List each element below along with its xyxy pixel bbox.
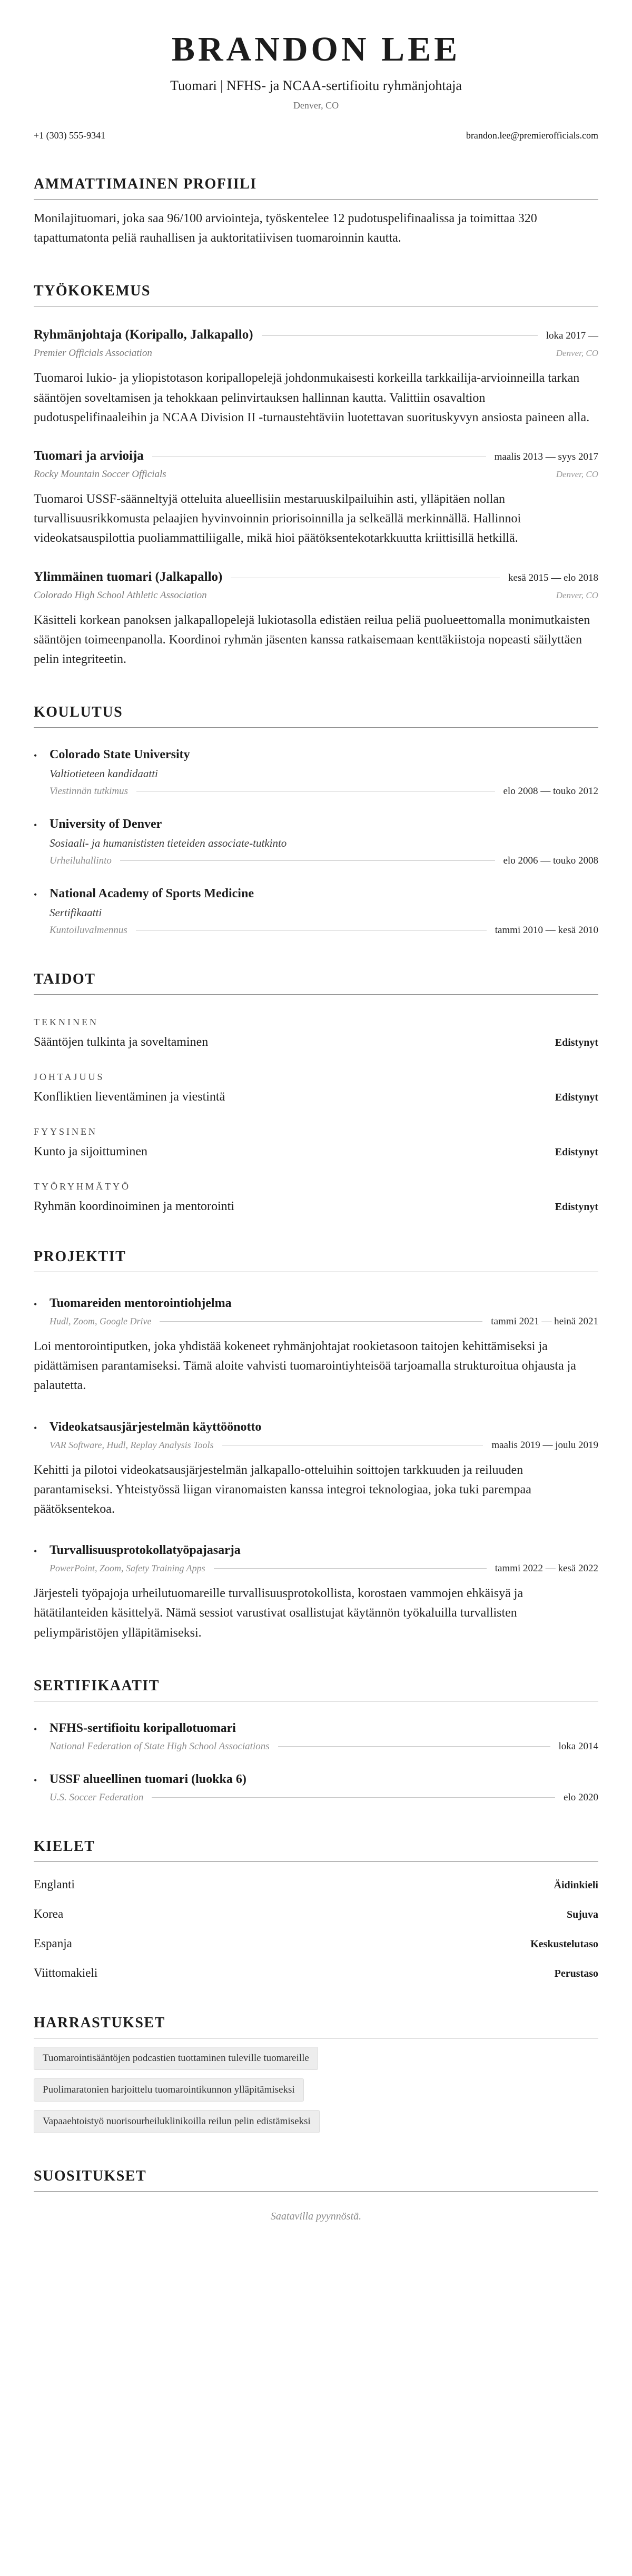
skill-row [34, 1145, 598, 1159]
job-title-row [34, 449, 598, 463]
section-certifications [34, 1678, 598, 1804]
language-level: Keskustelutaso [530, 1938, 598, 1950]
hobby-item [34, 2110, 598, 2133]
project-content [50, 1543, 598, 1574]
education-dates: elo 2008 — touko 2012 [503, 786, 598, 797]
leader-line [262, 335, 538, 336]
candidate-tagline: Tuomari | NFHS- ja NCAA-sertifioitu ryhmänjohtaja [170, 78, 462, 93]
section-title-education: KOULUTUS [34, 704, 598, 728]
certification-entry [34, 1772, 598, 1804]
bullet-icon [34, 1296, 50, 1327]
leader-line [120, 860, 495, 861]
language-name: Korea [34, 1907, 64, 1920]
leader-line [278, 1746, 550, 1747]
job-entry [34, 570, 598, 670]
job-company: Premier Officials Association [34, 348, 152, 359]
certification-date: loka 2014 [558, 1740, 598, 1752]
resume-header [34, 29, 598, 141]
job-company: Colorado High School Athletic Association [34, 589, 207, 601]
education-field-row [50, 786, 598, 797]
bullet-icon [34, 748, 50, 797]
hobby-label: Puolimaratonien harjoittelu tuomarointikunnon ylläpitämiseksi [34, 2078, 304, 2102]
job-description: Tuomaroi lukio- ja yliopistotason koripallopelejä johdonmukaisesti korkeilla tarkkailija-arvioinneilla tarkan sääntöjen soveltamisen ja tehokkaan pelinvirtauksen hallinnan kautta. Valittiin osavaltion pudotuspelifinaaleihin ja NCAA Division II -turnaustehtäviin luotettavan suorituskyvyn ansiosta paineen alla. [34, 371, 590, 424]
language-row [34, 1907, 598, 1921]
project-tools: Hudl, Zoom, Google Drive [50, 1316, 152, 1327]
project-name: Videokatsausjärjestelmän käyttöönotto [50, 1420, 262, 1434]
bullet-icon [34, 1772, 50, 1804]
job-dates: kesä 2015 — elo 2018 [508, 572, 598, 583]
language-name: Englanti [34, 1877, 75, 1891]
education-entry [34, 887, 598, 936]
skill-name: Sääntöjen tulkinta ja soveltaminen [34, 1035, 209, 1049]
section-references [34, 2168, 598, 2223]
section-title-languages: KIELET [34, 1838, 598, 1862]
job-entry [34, 449, 598, 549]
language-level: Sujuva [566, 1908, 598, 1920]
job-description: Käsitteli korkean panoksen jalkapallopelejä lukiotasolla edistäen reilua peliä puolueettomalla monimutkaisten sääntöjen toimeenpanolla. Koordinoi ryhmän jäsenten kanssa ratkaisemaan kenttäkiistoja nopeasti säilyttäen pelin integriteetin. [34, 613, 590, 666]
skill-group [34, 1072, 598, 1104]
certification-meta-row [50, 1792, 598, 1804]
language-level: Äidinkieli [554, 1879, 598, 1891]
job-location: Denver, CO [556, 348, 598, 359]
section-title-skills: TAIDOT [34, 971, 598, 995]
skill-level: Edistynyt [555, 1092, 598, 1104]
certification-date: elo 2020 [564, 1791, 598, 1803]
bullet-icon [34, 1721, 50, 1752]
certification-content [50, 1772, 598, 1804]
leader-line [160, 1321, 482, 1322]
candidate-name: BRANDON LEE [171, 30, 461, 68]
education-institution: University of Denver [50, 817, 162, 831]
job-company: Rocky Mountain Soccer Officials [34, 468, 166, 480]
job-title-row [34, 570, 598, 584]
education-content [50, 817, 598, 867]
job-entry [34, 328, 598, 428]
hobby-label: Tuomarointisääntöjen podcastien tuottaminen tuleville tuomareille [34, 2047, 318, 2070]
education-degree: Valtiotieteen kandidaatti [50, 767, 158, 780]
education-content [50, 887, 598, 936]
language-row [34, 1966, 598, 1980]
skill-level: Edistynyt [555, 1146, 598, 1158]
contact-row [34, 130, 598, 141]
skill-category: TEKNINEN [34, 1017, 98, 1028]
certification-organization: National Federation of State High School Associations [50, 1740, 270, 1752]
education-institution: Colorado State University [50, 748, 190, 762]
certification-content [50, 1721, 598, 1752]
certification-name: NFHS-sertifioitu koripallotuomari [50, 1721, 236, 1735]
skill-level: Edistynyt [555, 1201, 598, 1213]
job-location: Denver, CO [556, 469, 598, 479]
section-title-certifications: SERTIFIKAATIT [34, 1678, 598, 1701]
language-name: Viittomakieli [34, 1966, 98, 1979]
candidate-location: Denver, CO [293, 100, 339, 111]
project-entry [34, 1420, 598, 1451]
education-degree: Sertifikaatti [50, 906, 102, 919]
skill-row [34, 1090, 598, 1104]
project-description: Loi mentorointiputken, joka yhdistää kokeneet ryhmänjohtajat rookietasoon taitojen kehittämiseksi ja pidättämisen parantamiseksi. Tämä aloite vahvisti tuomarointiyhteisöä tarjoamalla strukturoitua ohjausta ja palautetta. [34, 1340, 576, 1393]
education-entry [34, 817, 598, 867]
language-name: Espanja [34, 1936, 72, 1950]
education-degree: Sosiaali- ja humanististen tieteiden associate-tutkinto [50, 837, 287, 850]
section-projects [34, 1249, 598, 1643]
hobby-label: Vapaaehtoistyö nuorisourheiluklinikoilla reilun pelin edistämiseksi [34, 2110, 320, 2133]
education-institution: National Academy of Sports Medicine [50, 887, 254, 901]
section-title-profile: AMMATTIMAINEN PROFIILI [34, 176, 598, 200]
section-title-hobbies: HARRASTUKSET [34, 2015, 598, 2038]
leader-line [214, 1568, 487, 1569]
language-row [34, 1878, 598, 1891]
project-content [50, 1420, 598, 1451]
section-skills [34, 971, 598, 1214]
skill-category: TYÖRYHMÄTYÖ [34, 1181, 131, 1192]
bullet-icon [34, 817, 50, 867]
references-note: Saatavilla pyynnöstä. [270, 2210, 362, 2222]
skill-category: FYYSINEN [34, 1126, 98, 1137]
education-field: Kuntoiluvalmennus [50, 925, 127, 936]
project-meta-row [50, 1440, 598, 1451]
bullet-icon [34, 1420, 50, 1451]
job-description: Tuomaroi USSF-säänneltyjä otteluita alueellisiin mestaruuskilpailuihin asti, ylläpitäen nollan turvallisuusrikkomusta pelaajien hyvinvoinnin priorisoinnilla ja selkeällä merkinnällä. Hallinnoi videokatsauspilottia puoliammattiliigalle, mikä hioi päätöksentekotarkkuutta kriittisillä hetkillä. [34, 492, 521, 546]
job-role: Tuomari ja arvioija [34, 448, 144, 463]
certification-name: USSF alueellinen tuomari (luokka 6) [50, 1772, 246, 1786]
skill-group [34, 1017, 598, 1049]
hobby-item [34, 2047, 598, 2070]
job-role: Ryhmänjohtaja (Koripallo, Jalkapallo) [34, 328, 253, 342]
language-row [34, 1937, 598, 1950]
education-field: Viestinnän tutkimus [50, 786, 128, 797]
project-description: Kehitti ja pilotoi videokatsausjärjestelmän jalkapallo-otteluihin soittojen tarkkuuden ja reiluuden parantamiseksi. Yhteistyössä liigan viranomaisten kanssa integroi teknologiaa, joka tuki parempaa päätöksentekoa. [34, 1463, 531, 1516]
project-meta-row [50, 1563, 598, 1574]
job-dates: loka 2017 — [546, 330, 598, 342]
project-name: Tuomareiden mentorointiohjelma [50, 1296, 232, 1311]
section-education [34, 704, 598, 936]
education-dates: elo 2006 — touko 2008 [503, 855, 598, 867]
job-sub-row [34, 348, 598, 359]
skill-name: Kunto ja sijoittuminen [34, 1145, 147, 1159]
education-field: Urheiluhallinto [50, 855, 112, 867]
section-profile [34, 176, 598, 248]
job-title-row [34, 328, 598, 342]
bullet-icon [34, 887, 50, 936]
skill-group [34, 1126, 598, 1159]
section-hobbies [34, 2015, 598, 2133]
project-entry [34, 1296, 598, 1327]
skill-name: Konfliktien lieventäminen ja viestintä [34, 1090, 225, 1104]
skill-category: JOHTAJUUS [34, 1072, 105, 1083]
section-title-references: SUOSITUKSET [34, 2168, 598, 2192]
project-dates: tammi 2022 — kesä 2022 [495, 1563, 598, 1574]
profile-text: Monilajituomari, joka saa 96/100 arviointeja, työskentelee 12 pudotuspelifinaalissa ja toimittaa 320 tapattumatonta peliä rauhallisen ja auktoritatiivisen tuomaroinnin kautta. [34, 212, 537, 245]
project-name: Turvallisuusprotokollatyöpajasarja [50, 1543, 241, 1558]
job-location: Denver, CO [556, 590, 598, 600]
education-content [50, 748, 598, 797]
hobby-item [34, 2078, 598, 2102]
bullet-icon [34, 1543, 50, 1574]
project-description: Järjesteli työpajoja urheilutuomareille turvallisuusprotokollista, korostaen vammojen ehkäisyä ja hätätilanteiden käsittelyä. Nämä sessiot varustivat osallistujat käytännön työkaluilla turvallisten peliympäristöjen ylläpitämiseksi. [34, 1587, 524, 1640]
job-role: Ylimmäinen tuomari (Jalkapallo) [34, 569, 223, 584]
phone-number: +1 (303) 555-9341 [34, 130, 106, 141]
education-dates: tammi 2010 — kesä 2010 [495, 925, 598, 936]
skill-level: Edistynyt [555, 1037, 598, 1049]
skill-name: Ryhmän koordinoiminen ja mentorointi [34, 1200, 234, 1214]
language-level: Perustaso [554, 1967, 598, 1979]
skill-group [34, 1181, 598, 1214]
certification-meta-row [50, 1741, 598, 1752]
job-sub-row [34, 469, 598, 480]
section-work [34, 283, 598, 669]
project-meta-row [50, 1316, 598, 1327]
email-address: brandon.lee@premierofficials.com [466, 130, 598, 141]
section-title-work: TYÖKOKEMUS [34, 283, 598, 306]
project-dates: tammi 2021 — heinä 2021 [491, 1316, 598, 1327]
job-sub-row [34, 590, 598, 601]
leader-line [152, 1797, 555, 1798]
certification-entry [34, 1721, 598, 1752]
project-tools: VAR Software, Hudl, Replay Analysis Tools [50, 1439, 214, 1450]
section-languages [34, 1838, 598, 1980]
project-content [50, 1296, 598, 1327]
section-title-projects: PROJEKTIT [34, 1249, 598, 1272]
education-entry [34, 748, 598, 797]
certification-organization: U.S. Soccer Federation [50, 1791, 144, 1803]
job-dates: maalis 2013 — syys 2017 [494, 451, 598, 462]
skill-row [34, 1200, 598, 1214]
education-field-row [50, 855, 598, 867]
education-field-row [50, 925, 598, 936]
skill-row [34, 1035, 598, 1049]
project-dates: maalis 2019 — joulu 2019 [491, 1439, 598, 1451]
project-tools: PowerPoint, Zoom, Safety Training Apps [50, 1563, 205, 1574]
project-entry [34, 1543, 598, 1574]
